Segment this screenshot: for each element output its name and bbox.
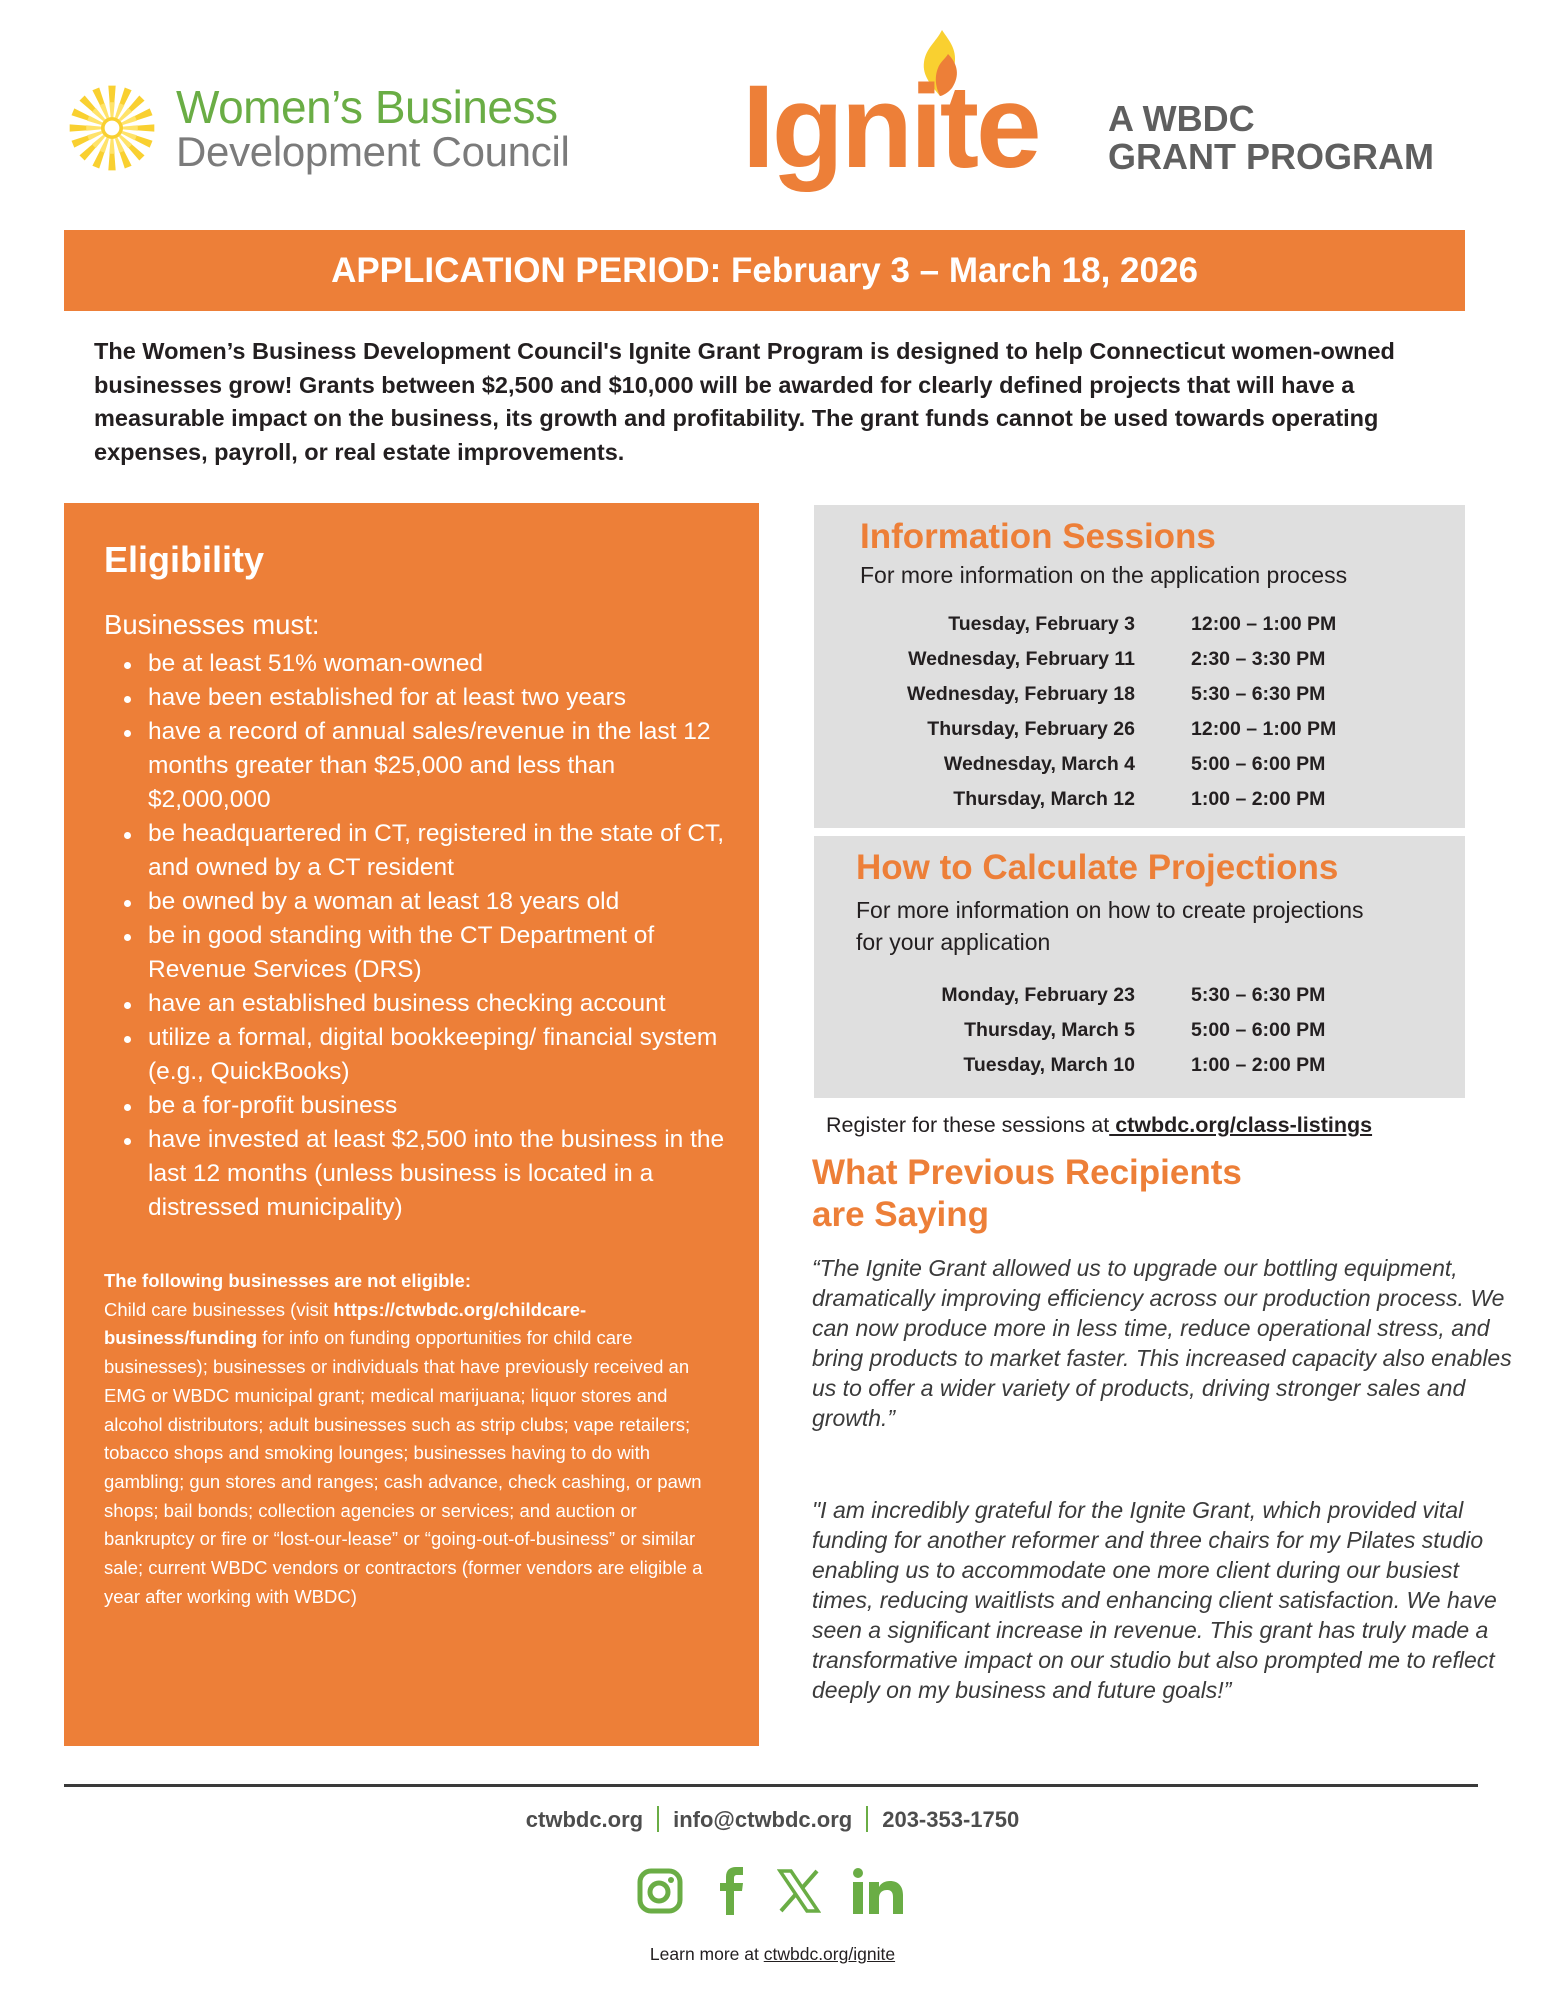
eligibility-item: be at least 51% woman-owned [118, 647, 729, 681]
testimonial-quote: “The Ignite Grant allowed us to upgrade our bottling equipment, dramatically improving efficiency across our production process. We can now produce more in less time, reduce operational stress, and bring products to market faster. This increased capacity also enables us to offer a wider variety of products, driving stronger sales and growth.” [812, 1255, 1512, 1431]
not-eligible-title: The following businesses are not eligible: [104, 1270, 471, 1291]
testimonial-quote: "I am incredibly grateful for the Ignite Grant, which provided vital funding for another reformer and three chairs for my Pilates studio enabling us to accommodate one more client during our busiest times, reducing waitlists and enhancing client satisfaction. We have seen a significant increase in revenue. This grant has truly made a transformative impact on our studio but also prompted me to reflect deeply on my business and future goals!” [812, 1497, 1497, 1703]
eligibility-item: be a for-profit business [118, 1089, 729, 1123]
session-row [814, 613, 1465, 643]
session-date: Wednesday, February 18 [907, 683, 1135, 705]
session-time: 1:00 – 2:00 PM [1191, 788, 1326, 810]
learn-more-line [0, 1944, 1545, 1965]
register-line [826, 1113, 1372, 1138]
session-row [814, 984, 1465, 1014]
email-link[interactable]: info@ctwbdc.org [673, 1807, 853, 1832]
session-row [814, 683, 1465, 713]
eligibility-item: utilize a formal, digital bookkeeping/ financial system (e.g., QuickBooks) [118, 1021, 729, 1089]
projections-title: How to Calculate Projections [856, 848, 1339, 887]
session-time: 1:00 – 2:00 PM [1191, 1054, 1326, 1076]
testimonials-title-line1: What Previous Recipients [812, 1153, 1242, 1192]
eligibility-item: have an established business checking account [118, 987, 729, 1021]
ignite-wordmark: Ignite [742, 61, 1039, 193]
childcare-funding-link[interactable]: https://ctwbdc.org/childcare-business/funding [104, 1298, 587, 1349]
instagram-icon[interactable] [636, 1866, 684, 1916]
wbdc-logo [66, 80, 626, 180]
projections-box [814, 836, 1465, 1098]
testimonials-title-line2: are Saying [812, 1195, 990, 1234]
eligibility-subtitle: Businesses must: [104, 609, 320, 640]
eligibility-item: be headquartered in CT, registered in the state of CT, and owned by a CT resident [118, 817, 729, 885]
tagline-line2: GRANT PROGRAM [1108, 136, 1434, 177]
separator [657, 1806, 659, 1832]
projections-subtitle: For more information on how to create projections for your application [856, 897, 1364, 955]
phone-number[interactable]: 203-353-1750 [882, 1807, 1020, 1832]
separator [866, 1806, 868, 1832]
footer-divider [64, 1784, 1478, 1787]
application-period-banner [64, 230, 1465, 311]
session-row [814, 718, 1465, 748]
application-period-text: APPLICATION PERIOD: February 3 – March 18, 2026 [331, 250, 1198, 290]
session-date: Tuesday, March 10 [963, 1054, 1135, 1076]
session-time: 5:00 – 6:00 PM [1191, 1019, 1326, 1041]
not-eligible-text-before: Child care businesses (visit [104, 1298, 334, 1320]
session-date: Tuesday, February 3 [948, 613, 1135, 635]
session-date: Thursday, March 5 [964, 1019, 1135, 1041]
session-row [814, 753, 1465, 783]
eligibility-title: Eligibility [104, 539, 265, 580]
facebook-icon[interactable] [716, 1866, 746, 1916]
not-eligible-section [104, 1267, 729, 1611]
session-time: 12:00 – 1:00 PM [1191, 613, 1337, 635]
session-time: 5:00 – 6:00 PM [1191, 753, 1326, 775]
intro-paragraph: The Women’s Business Development Council's Ignite Grant Program is designed to help Connecticut women-owned businesses grow! Grants between $2,500 and $10,000 will be awarded for clearly defined projects that will have a measurable impact on the business, its growth and profitability. The grant funds cannot be used towards operating expenses, payroll, or real estate improvements. [94, 338, 1395, 465]
session-date: Thursday, February 26 [927, 718, 1135, 740]
website-link[interactable]: ctwbdc.org [525, 1807, 644, 1832]
session-date: Wednesday, February 11 [908, 648, 1135, 670]
eligibility-item: be owned by a woman at least 18 years old [118, 885, 729, 919]
session-time: 5:30 – 6:30 PM [1191, 984, 1326, 1006]
register-text: Register for these sessions at [826, 1113, 1110, 1137]
eligibility-item: have invested at least $2,500 into the business in the last 12 months (unless business is located in a distressed municipality) [118, 1123, 729, 1225]
session-date: Monday, February 23 [941, 984, 1135, 1006]
information-sessions-title: Information Sessions [860, 517, 1216, 556]
not-eligible-text-after: for info on funding opportunities for child care businesses); businesses or individuals that have previously received an EMG or WBDC municipal grant; medical marijuana; liquor stores and alcohol distributors; adult businesses such as strip clubs; vape retailers; tobacco shops and smoking lounges; businesses having to do with gambling; gun stores and ranges; cash advance, check cashing, or pawn shops; bail bonds; collection agencies or services; and auction or bankruptcy or fire or “lost-our-lease” or “going-out-of-business” or similar sale; current WBDC vendors or contractors (former vendors are eligible a year after working with WBDC) [104, 1327, 703, 1607]
session-date: Thursday, March 12 [953, 788, 1135, 810]
session-time: 5:30 – 6:30 PM [1191, 683, 1326, 705]
eligibility-item: be in good standing with the CT Department of Revenue Services (DRS) [118, 919, 729, 987]
session-row [814, 1019, 1465, 1049]
contact-line [0, 1806, 1545, 1833]
social-links [636, 1866, 916, 1916]
ignite-logo [742, 30, 1462, 200]
session-time: 12:00 – 1:00 PM [1191, 718, 1337, 740]
ignite-page-link[interactable]: ctwbdc.org/ignite [763, 1944, 896, 1964]
session-date: Wednesday, March 4 [943, 753, 1135, 775]
program-tagline [1108, 100, 1434, 176]
x-icon[interactable] [776, 1866, 822, 1916]
information-sessions-subtitle: For more information on the application process [860, 562, 1348, 588]
linkedin-icon[interactable] [850, 1866, 906, 1916]
eligibility-item: have been established for at least two years [118, 681, 729, 715]
session-row [814, 788, 1465, 818]
eligibility-list [104, 647, 729, 1225]
session-row [814, 1054, 1465, 1084]
wbdc-name-line2: Development Council [176, 128, 570, 175]
class-listings-link[interactable]: ctwbdc.org/class-listings [1109, 1113, 1373, 1137]
testimonials-title [812, 1152, 1242, 1236]
wbdc-name-line1: Women’s Business [176, 81, 558, 133]
session-row [814, 648, 1465, 678]
eligibility-box [64, 503, 759, 1746]
information-sessions-box [814, 505, 1465, 828]
tagline-line1: A WBDC [1108, 98, 1255, 139]
eligibility-item: have a record of annual sales/revenue in the last 12 months greater than $25,000 and less than $2,000,000 [118, 715, 729, 817]
session-time: 2:30 – 3:30 PM [1191, 648, 1326, 670]
learn-more-text: Learn more at [649, 1944, 764, 1964]
sun-logo-icon [66, 82, 158, 174]
